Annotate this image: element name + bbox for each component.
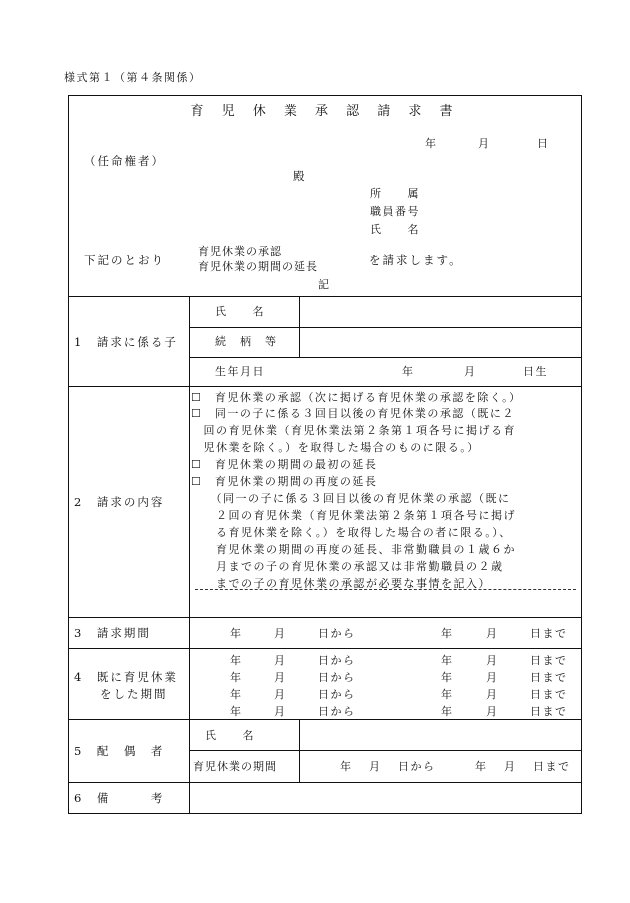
- prior-period-to-year: 年: [441, 671, 454, 684]
- row-divider-5: [68, 617, 582, 618]
- spouse-to-year: 年: [475, 760, 488, 773]
- birth-day-unit: 日生: [523, 365, 548, 378]
- row-divider-4: [68, 386, 582, 387]
- content-line: ２回の育児休業（育児休業法第２条第１項各号に掲げ: [191, 509, 516, 522]
- note-heading: 記: [318, 278, 331, 291]
- frame-right: [581, 95, 582, 814]
- prior-period-from-year: 年: [230, 688, 243, 701]
- content-line: 回の育児休業（育児休業法第２条第１項各号に掲げる育: [191, 424, 516, 437]
- col-divider-spouse: [299, 719, 300, 782]
- row-divider-8: [189, 750, 582, 751]
- col-divider-label: [189, 296, 190, 814]
- content-line: ☐ 育児休業の期間の再度の延長: [191, 475, 378, 488]
- affiliation-label: 所 属: [370, 187, 420, 200]
- appointer-label: （任命権者）: [84, 154, 165, 168]
- child-birth-label: 生年月日: [215, 365, 265, 378]
- request-suffix: を請求します。: [369, 253, 463, 267]
- date-year-label: 年: [425, 137, 438, 150]
- prior-period-to-day: 日まで: [530, 688, 568, 701]
- frame-bottom: [68, 813, 582, 814]
- section6-label: 6 備 考: [74, 791, 165, 805]
- content-line: 育児休業の期間の再度の延長、非常勤職員の１歳６か: [191, 543, 516, 556]
- staff-number-label: 職員番号: [370, 205, 420, 218]
- row-divider-9: [68, 782, 582, 783]
- request-prefix: 下記のとおり: [84, 253, 165, 267]
- prior-period-from-day: 日から: [318, 654, 356, 667]
- content-line: ☐ 育児休業の期間の最初の延長: [191, 458, 378, 471]
- section4-label-cont: をした期間: [100, 687, 168, 701]
- prior-period-to-day: 日まで: [530, 705, 568, 718]
- period-to-month: 月: [486, 627, 499, 640]
- section5-label: 5 配 偶 者: [74, 744, 165, 758]
- content-line: （同一の子に係る３回目以後の育児休業の承認（既に: [191, 492, 511, 505]
- row-divider-2: [189, 327, 582, 328]
- prior-period-to-month: 月: [486, 654, 499, 667]
- prior-period-from-month: 月: [274, 705, 287, 718]
- birth-year-unit: 年: [402, 365, 415, 378]
- row-divider-3: [189, 357, 582, 358]
- prior-period-from-day: 日から: [318, 671, 356, 684]
- prior-period-from-month: 月: [274, 671, 287, 684]
- row-divider-6: [68, 648, 582, 649]
- prior-period-from-year: 年: [230, 705, 243, 718]
- form-title: 育 児 休 業 承 認 請 求 書: [190, 104, 460, 119]
- prior-period-to-year: 年: [441, 705, 454, 718]
- applicant-name-label: 氏 名: [370, 223, 420, 236]
- child-name-label: 氏 名: [215, 305, 265, 318]
- period-to-day: 日まで: [530, 627, 568, 640]
- prior-period-to-day: 日まで: [530, 654, 568, 667]
- content-line: ☐ 同一の子に係る３回目以後の育児休業の承認（既に２: [191, 407, 515, 420]
- prior-period-to-year: 年: [441, 688, 454, 701]
- prior-period-from-year: 年: [230, 654, 243, 667]
- addressee-label: 殿: [293, 169, 307, 183]
- spouse-to-month: 月: [504, 760, 517, 773]
- form-id: 様式第１（第４条関係）: [64, 71, 202, 84]
- prior-period-from-month: 月: [274, 654, 287, 667]
- content-line: ☐ 育児休業の承認（次に掲げる育児休業の承認を除く。）: [191, 391, 522, 404]
- prior-period-from-year: 年: [230, 671, 243, 684]
- prior-period-to-month: 月: [486, 671, 499, 684]
- spouse-to-day: 日まで: [533, 760, 571, 773]
- spouse-period-label: 育児休業の期間: [193, 760, 277, 773]
- content-line: 月までの子の育児休業の承認又は非常勤職員の２歳: [191, 560, 504, 573]
- spouse-name-label: 氏 名: [205, 729, 255, 742]
- frame-top: [68, 95, 582, 96]
- section1-label: 1 請求に係る子: [74, 335, 178, 349]
- date-day-label: 日: [537, 137, 550, 150]
- period-from-year: 年: [230, 627, 243, 640]
- section2-label: 2 請求の内容: [74, 495, 165, 509]
- request-option-extension: 育児休業の期間の延長: [198, 260, 318, 273]
- section4-label: 4 既に育児休業: [74, 670, 178, 684]
- date-month-label: 月: [478, 137, 491, 150]
- period-to-year: 年: [441, 627, 454, 640]
- section3-label: 3 請求期間: [74, 626, 151, 640]
- prior-period-to-month: 月: [486, 705, 499, 718]
- child-relation-label: 続 柄 等: [215, 335, 278, 348]
- prior-period-from-day: 日から: [318, 688, 356, 701]
- content-line: る育児休業を除く。）を取得した場合の者に限る。）、: [191, 526, 512, 539]
- content-line: までの子の育児休業の承認が必要な事情を記入）: [191, 577, 491, 590]
- period-from-month: 月: [274, 627, 287, 640]
- spouse-from-day: 日から: [398, 760, 436, 773]
- row-divider-1: [68, 296, 582, 297]
- period-from-day: 日から: [318, 627, 356, 640]
- content-line: 児休業を除く。）を取得した場合のものに限る。）: [191, 441, 480, 454]
- prior-period-to-month: 月: [486, 688, 499, 701]
- prior-period-to-year: 年: [441, 654, 454, 667]
- request-option-approval: 育児休業の承認: [198, 245, 282, 258]
- prior-period-from-month: 月: [274, 688, 287, 701]
- spouse-from-month: 月: [369, 760, 382, 773]
- spouse-from-year: 年: [340, 760, 353, 773]
- col-divider-child: [299, 296, 300, 357]
- frame-left: [68, 95, 69, 814]
- prior-period-to-day: 日まで: [530, 671, 568, 684]
- birth-month-unit: 月: [464, 365, 477, 378]
- prior-period-from-day: 日から: [318, 705, 356, 718]
